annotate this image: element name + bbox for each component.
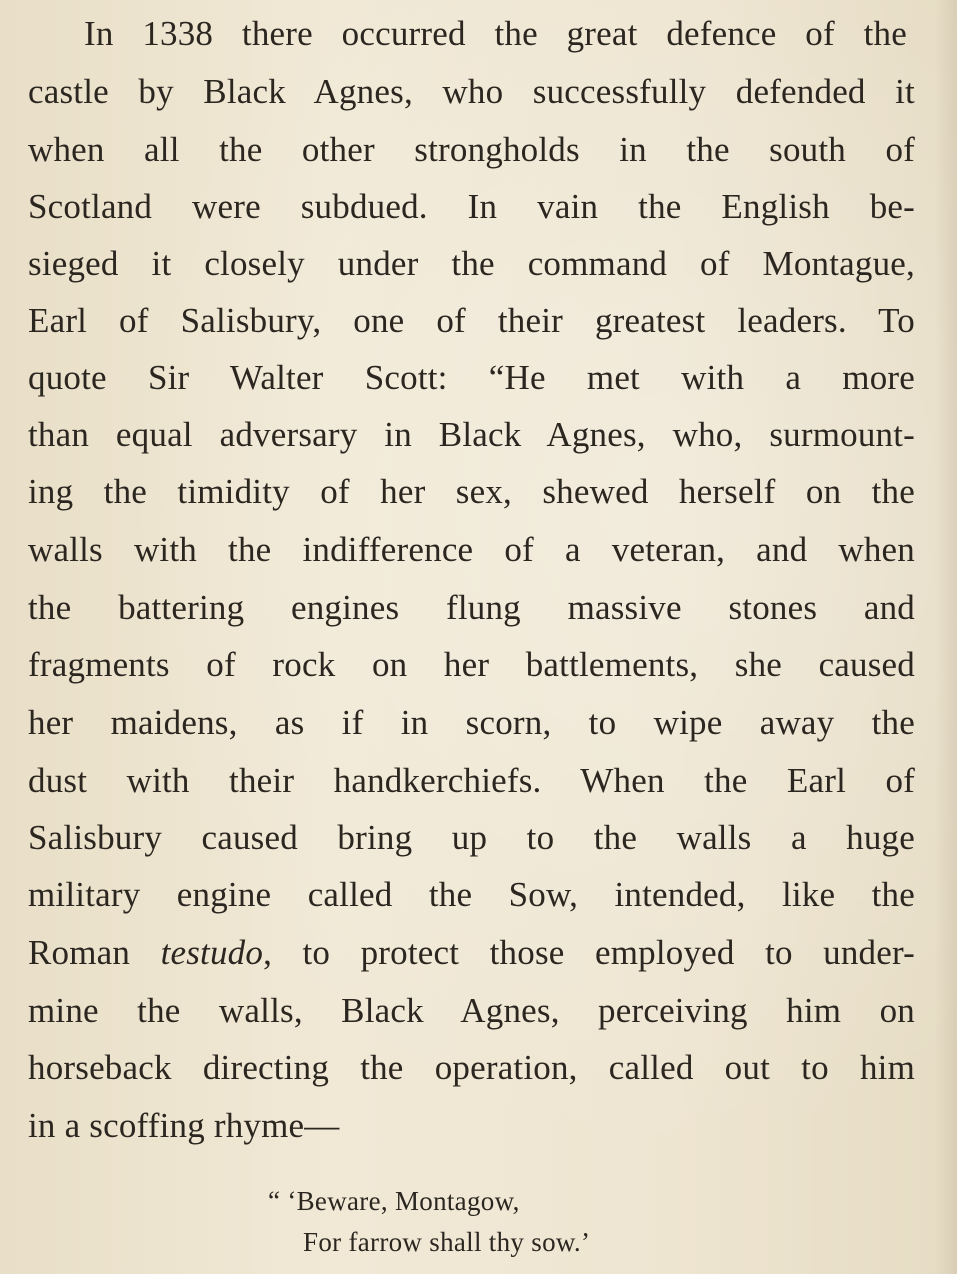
text-line-18: mine the walls, Black Agnes, perceiving him on — [28, 991, 915, 1030]
verse-line-2: For farrow shall thy sow.’ — [303, 1227, 591, 1257]
text-line-3: when all the other strongholds in the south of — [28, 130, 915, 169]
text-line-13: her maidens, as if in scorn, to wipe away the — [28, 703, 915, 742]
text-line-20: in a scoffing rhyme— — [28, 1106, 340, 1145]
text-line-15: Salisbury caused bring up to the walls a huge — [28, 818, 915, 857]
text-line-17-prefix: Roman — [28, 933, 161, 972]
text-line-7: quote Sir Walter Scott: “He met with a more — [28, 358, 915, 397]
text-line-4: Scotland were subdued. In vain the English be- — [28, 187, 915, 226]
text-line-9: ing the timidity of her sex, shewed herself on the — [28, 472, 915, 511]
text-line-2: castle by Black Agnes, who successfully defended it — [28, 72, 915, 111]
text-line-10: walls with the indifference of a veteran, and when — [28, 530, 915, 569]
verse-line-1: “ ‘Beware, Montagow, — [268, 1186, 520, 1216]
text-line-19: horseback directing the operation, called out to him — [28, 1048, 915, 1087]
text-line-6: Earl of Salisbury, one of their greatest leaders. To — [28, 301, 915, 340]
italic-word-testudo: testudo — [160, 933, 264, 972]
text-line-11: the battering engines flung massive stones and — [28, 588, 915, 627]
text-line-12: fragments of rock on her battlements, she caused — [28, 645, 915, 684]
text-line-17 — [28, 933, 915, 973]
text-line-5: sieged it closely under the command of Montague, — [28, 244, 915, 283]
text-line-1: In 1338 there occurred the great defence of the — [84, 14, 907, 53]
text-line-16: military engine called the Sow, intended, like the — [28, 875, 915, 914]
text-line-8: than equal adversary in Black Agnes, who, surmount- — [28, 415, 915, 454]
text-line-14: dust with their handkerchiefs. When the Earl of — [28, 761, 915, 800]
page-edge-shadow — [935, 0, 957, 1274]
text-line-17-suffix: , to protect those employed to under- — [263, 933, 915, 972]
